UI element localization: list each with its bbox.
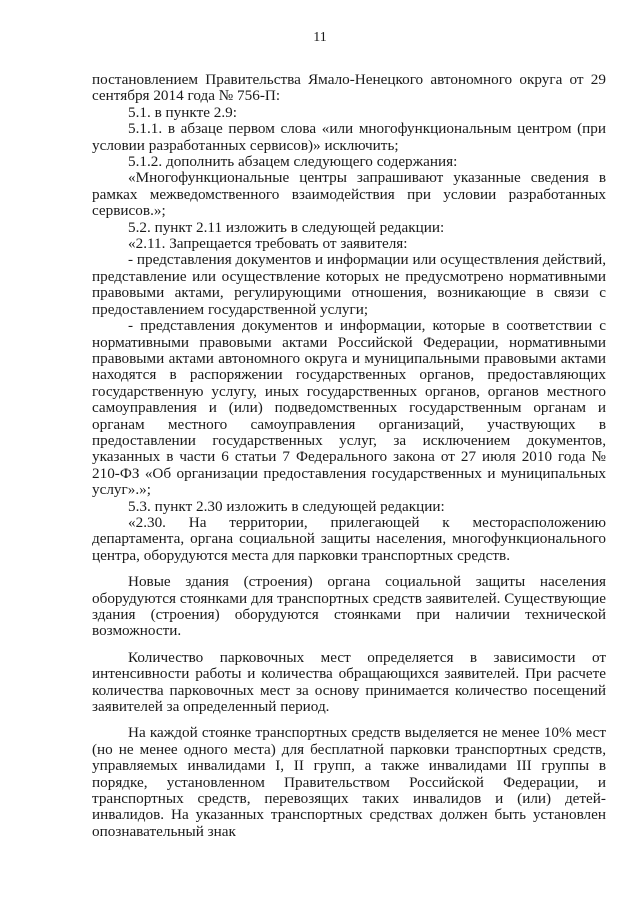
paragraph: «2.11. Запрещается требовать от заявителя:	[128, 235, 408, 253]
paragraph: Количество парковочных мест определяется в зависимости от интенсивности работы и количества обращающихся заявителей. При расчете количества парковочных мест за основу принимается количество посещений заявителей за определенный период.	[92, 648, 606, 716]
paragraph: 5.3. пункт 2.30 изложить в следующей редакции:	[128, 497, 445, 515]
page-number: 11	[313, 30, 327, 45]
document-body	[92, 72, 606, 840]
paragraph: «2.30. На территории, прилегающей к месторасположению департамента, органа социальной защиты населения, многофункционального центра, оборудуются места для парковки транспортных средств.	[92, 513, 606, 564]
paragraph: 5.1.1. в абзаце первом слова «или многофункциональным центром (при условии разработанных сервисов)» исключить;	[92, 120, 606, 154]
paragraph: Новые здания (строения) органа социальной защиты населения оборудуются стоянками для транспортных средств заявителей. Существующие здания (строения) оборудуются стоянками при наличии технической возможности.	[92, 573, 606, 640]
paragraph: На каждой стоянке транспортных средств выделяется не менее 10% мест (но не менее одного места) для бесплатной парковки транспортных средств, управляемых инвалидами I, II групп, а также инвалидами III группы в порядке, установленном Правительством Российской Федерации, и транспортных средств, перевозящих таких инвалидов и (или) детей-инвалидов. На указанных транспортных средствах должен быть установлен опознавательный знак	[92, 724, 606, 840]
paragraph: постановлением Правительства Ямало-Ненецкого автономного округа от 29 сентября 2014 года № 756-П:	[92, 71, 606, 105]
paragraph: 5.2. пункт 2.11 изложить в следующей редакции:	[128, 218, 445, 236]
paragraph: - представления документов и информации или осуществления действий, представление или осуществление которых не предусмотрено нормативными правовыми актами, регулирующими отношения, возникающие в связи с предоставлением государственной услуги;	[92, 251, 606, 318]
paragraph: - представления документов и информации, которые в соответствии с нормативными правовыми актами Российской Федерации, нормативными правовыми актами автономного округа и муниципальными правовыми актами находятся в распоряжении государственных органов, предоставляющих государственную услугу, иных государственных органов, органов местного самоуправления и (или) подведомственных государственным органам и органам местного самоуправления организаций, участвующих в предоставлении государственных услуг, за исключением документов, указанных в части 6 статьи 7 Федерального закона от 27 июля 2010 года № 210-ФЗ «Об организации предоставления государственных и муниципальных услуг».»;	[92, 317, 606, 499]
paragraph: 5.1.2. дополнить абзацем следующего содержания:	[128, 153, 458, 171]
paragraph: 5.1. в пункте 2.9:	[128, 103, 237, 121]
paragraph: «Многофункциональные центры запрашивают указанные сведения в рамках межведомственного взаимодействия при условии разработанных сервисов.»;	[92, 169, 606, 220]
